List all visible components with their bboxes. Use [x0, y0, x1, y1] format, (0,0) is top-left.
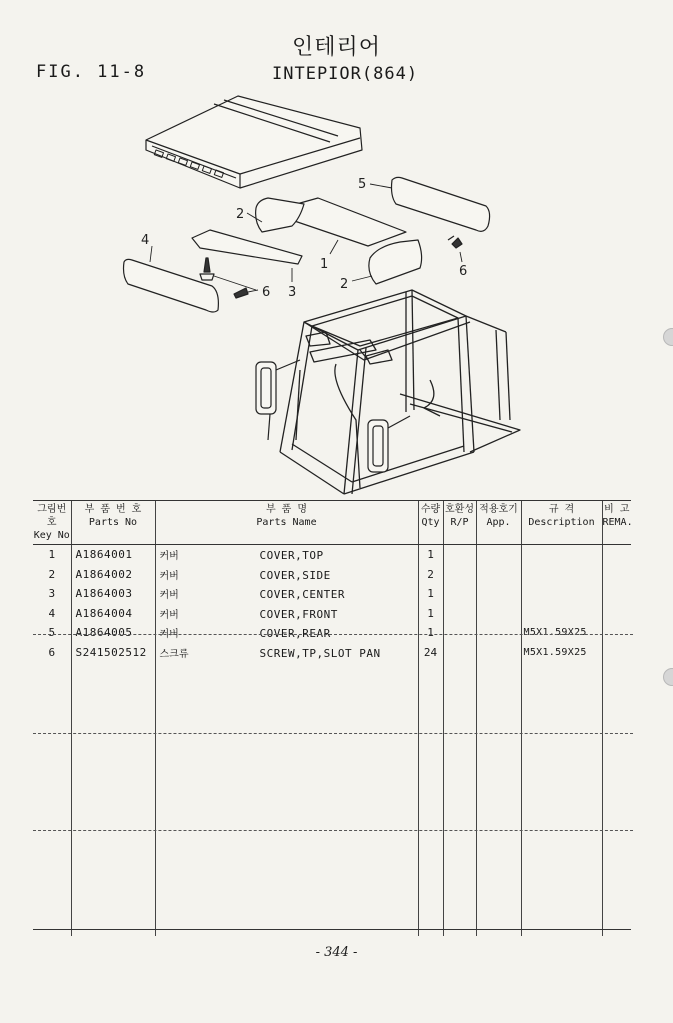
table-row: 2 A1864002 커버 COVER,SIDE 2	[33, 565, 631, 585]
page-number: - 344 -	[315, 945, 358, 960]
header-description: 규 격 Description	[521, 501, 602, 545]
header-key-no: 그림번호 Key No	[33, 501, 71, 545]
table-filler-row	[33, 662, 631, 936]
roof-top-cover	[146, 96, 362, 188]
callout-5: 5	[358, 177, 367, 192]
side-cover-right	[369, 240, 422, 284]
parts-table	[33, 500, 631, 936]
screw-icon	[234, 288, 248, 298]
table-row: 3 A1864003 커버 COVER,CENTER 1	[33, 584, 631, 604]
header-parts-no: 부 품 번 호 Parts No	[71, 501, 155, 545]
exploded-parts-diagram	[0, 0, 673, 500]
header-remark: 비 고 REMA.	[602, 501, 631, 545]
table-bottom-rule	[33, 929, 631, 930]
side-mirror	[368, 416, 410, 472]
callout-3: 3	[288, 285, 297, 300]
rear-cover-part	[392, 177, 490, 231]
table-header-row	[33, 501, 631, 545]
callout-4: 4	[141, 233, 150, 248]
binder-hole	[663, 668, 673, 686]
callout-1: 1	[320, 257, 329, 272]
side-mirror	[256, 360, 300, 440]
callout-2: 2	[236, 207, 245, 222]
table-row: 6 S241502512 스크류 SCREW,TP,SLOT PAN 24 M5X1.59X25	[33, 643, 631, 663]
header-app: 적용호기 App.	[476, 501, 521, 545]
figure-label: FIG. 11-8	[36, 62, 147, 82]
dashed-separator	[33, 634, 633, 635]
header-rp: 호환성 R/P	[443, 501, 476, 545]
callout-2b: 2	[340, 277, 349, 292]
cab-frame	[280, 290, 520, 494]
table-row: 5 A1864005 커버 COVER,REAR 1 M5X1.59X25	[33, 623, 631, 643]
dashed-separator	[33, 733, 633, 734]
screw-icon	[448, 236, 462, 248]
side-cover-left	[256, 198, 304, 232]
header-qty: 수량 Qty	[418, 501, 443, 545]
dashed-separator	[33, 830, 633, 831]
header-parts-name: 부 품 명 Parts Name	[155, 501, 418, 545]
callout-6b: 6	[459, 264, 468, 279]
table-row: 1 A1864001 커버 COVER,TOP 1	[33, 545, 631, 565]
page-title-english: INTEPIOR(864)	[272, 64, 419, 84]
callout-6: 6	[262, 285, 271, 300]
page-title-korean: 인테리어	[291, 35, 381, 60]
screw-icon	[200, 258, 214, 280]
table-row: 4 A1864004 커버 COVER,FRONT 1	[33, 604, 631, 624]
